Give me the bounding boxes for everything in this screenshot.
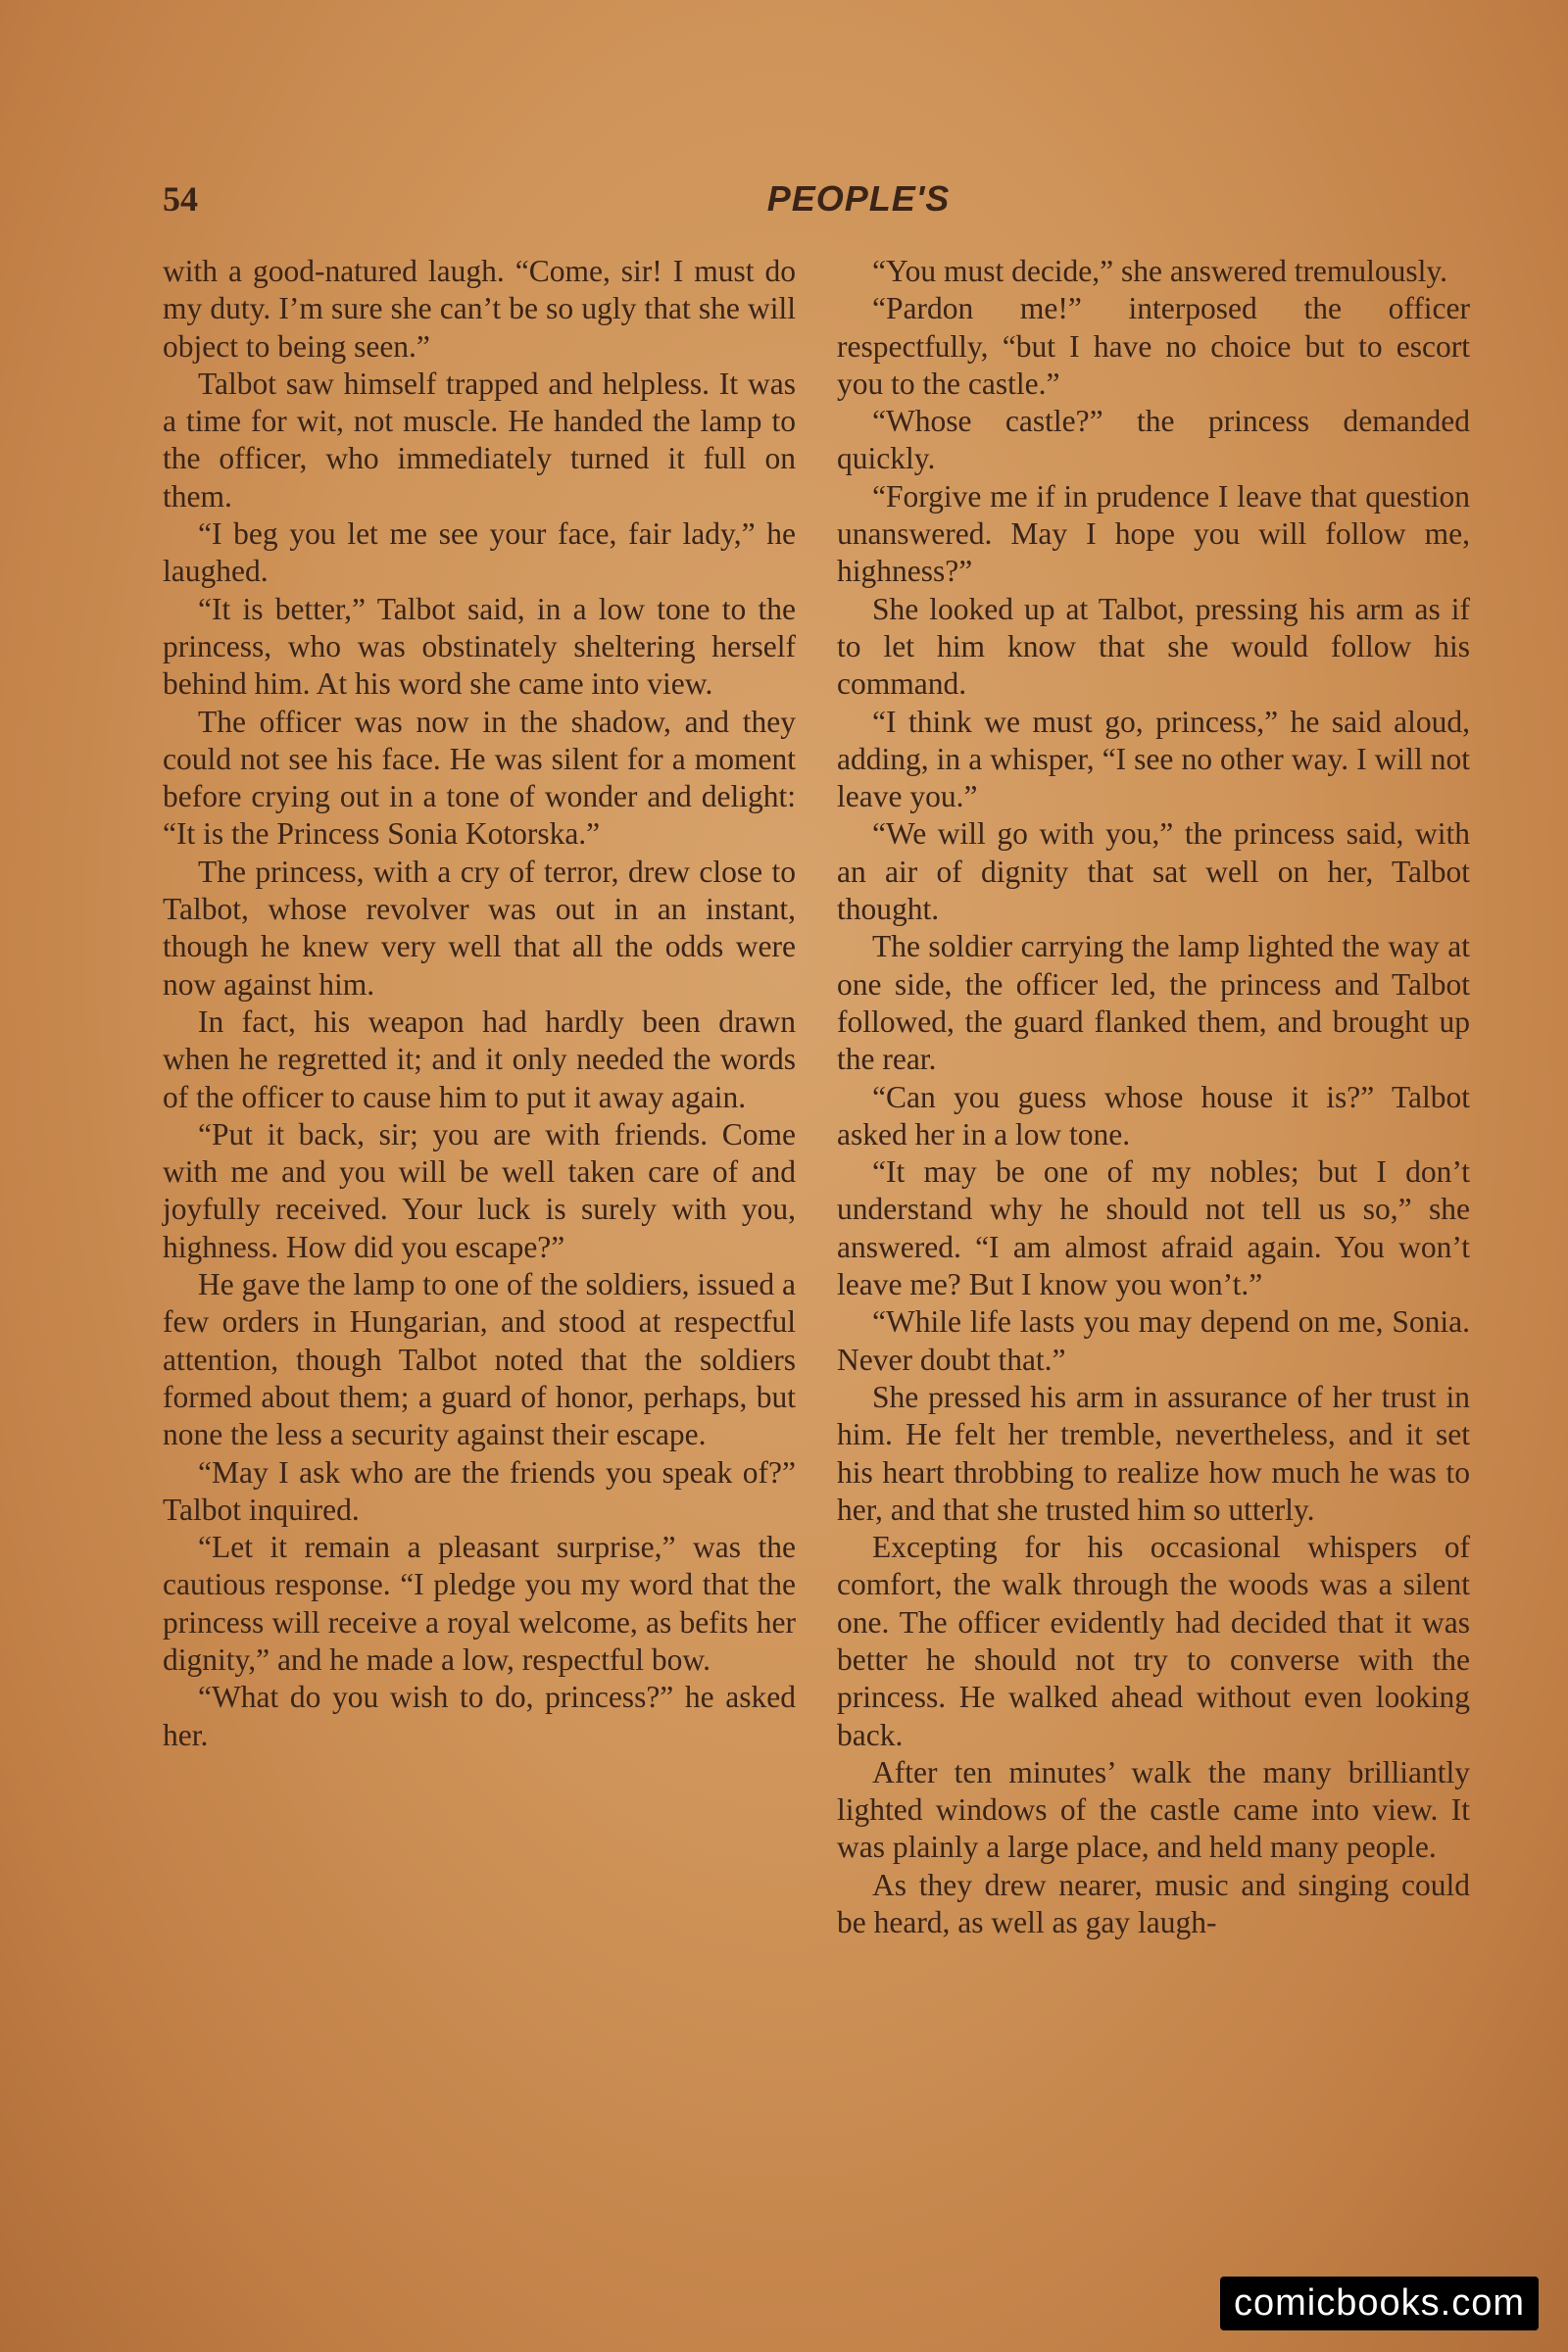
paragraph: “We will go with you,” the princess said, with an air of dignity that sat well on her, Talbot thought. (837, 816, 1470, 927)
paragraph: “I think we must go, princess,” he said aloud, adding, in a whisper, “I see no other way. I will not leave you.” (837, 704, 1470, 814)
paragraph: Excepting for his occasional whispers of comfort, the walk through the woods was a silent one. The officer evidently had decided that it was better he should not try to converse with the princess. He walked ahead without even looking back. (837, 1530, 1470, 1752)
paragraph: He gave the lamp to one of the soldiers, issued a few orders in Hungarian, and stood at respectful attention, though Talbot noted that the soldiers formed about them; a guard of honor, perhaps, but none the less a security against their escape. (163, 1267, 796, 1452)
paragraph: “Let it remain a pleasant surprise,” was the cautious response. “I pledge you my word that the princess will receive a royal welcome, as befits her dignity,” and he made a low, respectful bow. (163, 1530, 796, 1677)
paragraph: She pressed his arm in assurance of her trust in him. He felt her tremble, nevertheless, and it set his heart throbbing to realize how much he was to her, and that she trusted him so utterly. (837, 1379, 1470, 1527)
paragraph: “May I ask who are the friends you speak of?” Talbot inquired. (163, 1454, 796, 1527)
paragraph: “Whose castle?” the princess demanded quickly. (837, 404, 1470, 476)
paragraph: “You must decide,” she answered tremulously. (872, 254, 1448, 288)
page-header (163, 178, 1476, 237)
running-title: PEOPLE'S (766, 178, 951, 219)
paragraph: As they drew nearer, music and singing could be heard, as well as gay laugh- (837, 1867, 1470, 1940)
watermark-logo: comicbooks.com (1220, 2277, 1539, 2330)
paragraph: The soldier carrying the lamp lighted the way at one side, the officer led, the princess and Talbot followed, the guard flanked them, and brought up the rear. (837, 929, 1470, 1077)
paragraph: “While life lasts you may depend on me, Sonia. Never doubt that.” (837, 1304, 1470, 1377)
paragraph: “I beg you let me see your face, fair lady,” he laughed. (163, 516, 796, 589)
paragraph: “Pardon me!” interposed the officer respectfully, “but I have no choice but to escort you to the castle.” (837, 291, 1470, 401)
paragraph: After ten minutes’ walk the many brilliantly lighted windows of the castle came into view. It was plainly a large place, and held many people. (837, 1754, 1470, 1865)
paragraph: “Put it back, sir; you are with friends. Come with me and you will be well taken care of and joyfully received. Your luck is surely with you, highness. How did you escape?” (163, 1116, 796, 1264)
paragraph: Talbot saw himself trapped and helpless. It was a time for wit, not muscle. He handed the lamp to the officer, who immediately turned it full on them. (163, 366, 796, 514)
paragraph: with a good-natured laugh. “Come, sir! I must do my duty. I’m sure she can’t be so ugly that she will object to being seen.” (163, 254, 796, 364)
paragraph: “Can you guess whose house it is?” Talbot asked her in a low tone. (837, 1079, 1470, 1152)
page-number: 54 (163, 179, 198, 219)
paragraph: The officer was now in the shadow, and they could not see his face. He was silent for a moment before crying out in a tone of wonder and delight: “It is the Princess Sonia Kotorska.” (163, 704, 796, 852)
paragraph: “Forgive me if in prudence I leave that question unanswered. May I hope you will follow me, highness?” (837, 478, 1470, 589)
left-column (163, 253, 796, 1754)
paragraph: “It is better,” Talbot said, in a low tone to the princess, who was obstinately sheltering herself behind him. At his word she came into view. (163, 591, 796, 702)
paragraph: She looked up at Talbot, pressing his arm as if to let him know that she would follow his command. (837, 591, 1470, 702)
right-column (837, 253, 1470, 1941)
paragraph: “It may be one of my nobles; but I don’t understand why he should not tell us so,” she answered. “I am almost afraid again. You won’t leave me? But I know you won’t.” (837, 1154, 1470, 1302)
paragraph: “What do you wish to do, princess?” he asked her. (163, 1680, 796, 1752)
paragraph: The princess, with a cry of terror, drew close to Talbot, whose revolver was out in an instant, though he knew very well that all the odds were now against him. (163, 854, 796, 1002)
paragraph: In fact, his weapon had hardly been drawn when he regretted it; and it only needed the words of the officer to cause him to put it away again. (163, 1004, 796, 1114)
